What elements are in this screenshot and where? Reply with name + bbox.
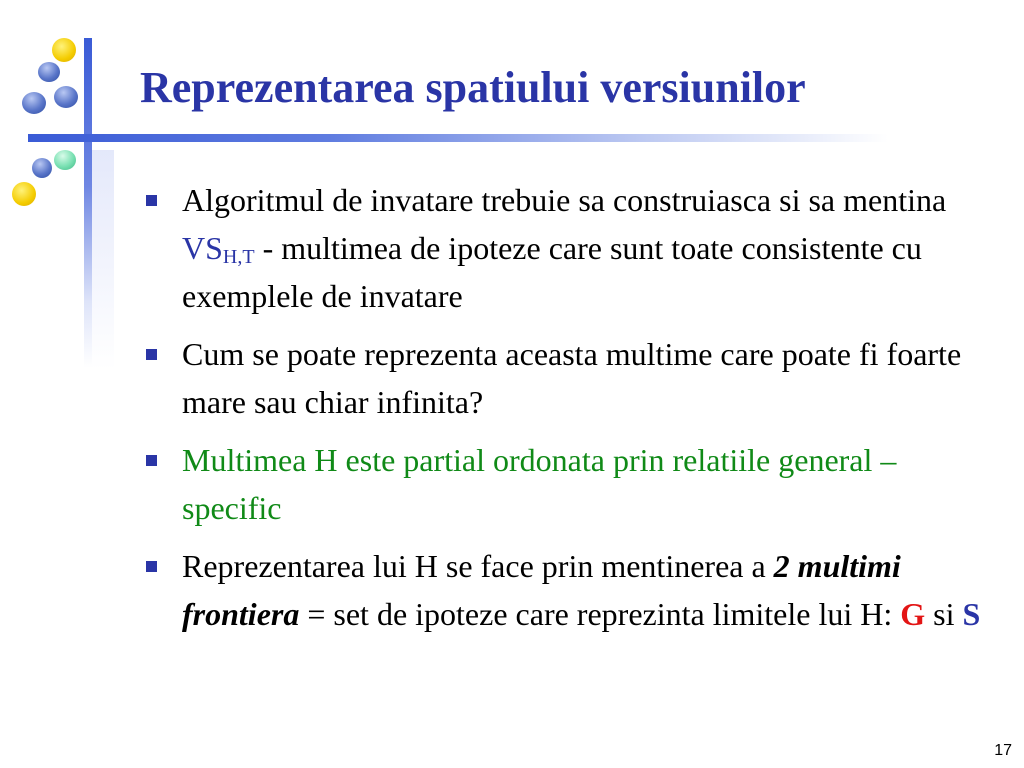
title-underline-rule	[28, 134, 888, 142]
square-bullet-icon	[146, 561, 157, 572]
page-number: 17	[994, 742, 1012, 759]
decorative-dot-blue	[32, 158, 52, 178]
square-bullet-icon	[146, 455, 157, 466]
version-space-symbol	[182, 230, 255, 266]
version-space-symbol-subscript: H,T	[222, 246, 255, 268]
bullet-text-highlighted: Multimea H este partial ordonata prin relatiile general – specific	[182, 442, 897, 526]
decorative-dot-blue	[54, 86, 78, 108]
emphasis-number: 2	[773, 548, 790, 584]
bullet-text: Cum se poate reprezenta aceasta multime care poate fi foarte mare sau chiar infinita?	[182, 336, 962, 420]
emphasis-phrase: multimi frontiera	[182, 548, 901, 632]
version-space-symbol-main: VS	[182, 230, 223, 266]
boundary-g-letter: G	[900, 596, 926, 632]
decorative-dot-yellow	[12, 182, 36, 206]
bullet-text: Algoritmul de invatare trebuie sa construiasca si sa mentina	[182, 182, 947, 218]
decorative-shade	[92, 150, 114, 370]
bullet-item	[144, 176, 984, 320]
decorative-dot-yellow	[52, 38, 76, 62]
bullet-item	[144, 330, 984, 426]
decorative-vertical-bar	[84, 38, 92, 368]
boundary-s-letter: S	[962, 596, 981, 632]
decorative-dot-blue	[38, 62, 60, 82]
square-bullet-icon	[146, 349, 157, 360]
bullet-text: = set de ipoteze care reprezinta limitele lui H:	[299, 596, 901, 632]
square-bullet-icon	[146, 195, 157, 206]
slide-title: Reprezentarea spatiului versiunilor	[140, 63, 806, 112]
bullet-item	[144, 542, 984, 638]
bullet-text: Reprezentarea lui H se face prin mentinerea a	[182, 548, 774, 584]
decorative-dot-teal	[54, 150, 76, 170]
decorative-dot-blue	[22, 92, 46, 114]
bullet-list	[144, 176, 984, 648]
bullet-text: - multimea de ipoteze care sunt toate consistente cu exemplele de invatare	[182, 230, 922, 314]
bullet-item	[144, 436, 984, 532]
connector-text: si	[925, 596, 963, 632]
